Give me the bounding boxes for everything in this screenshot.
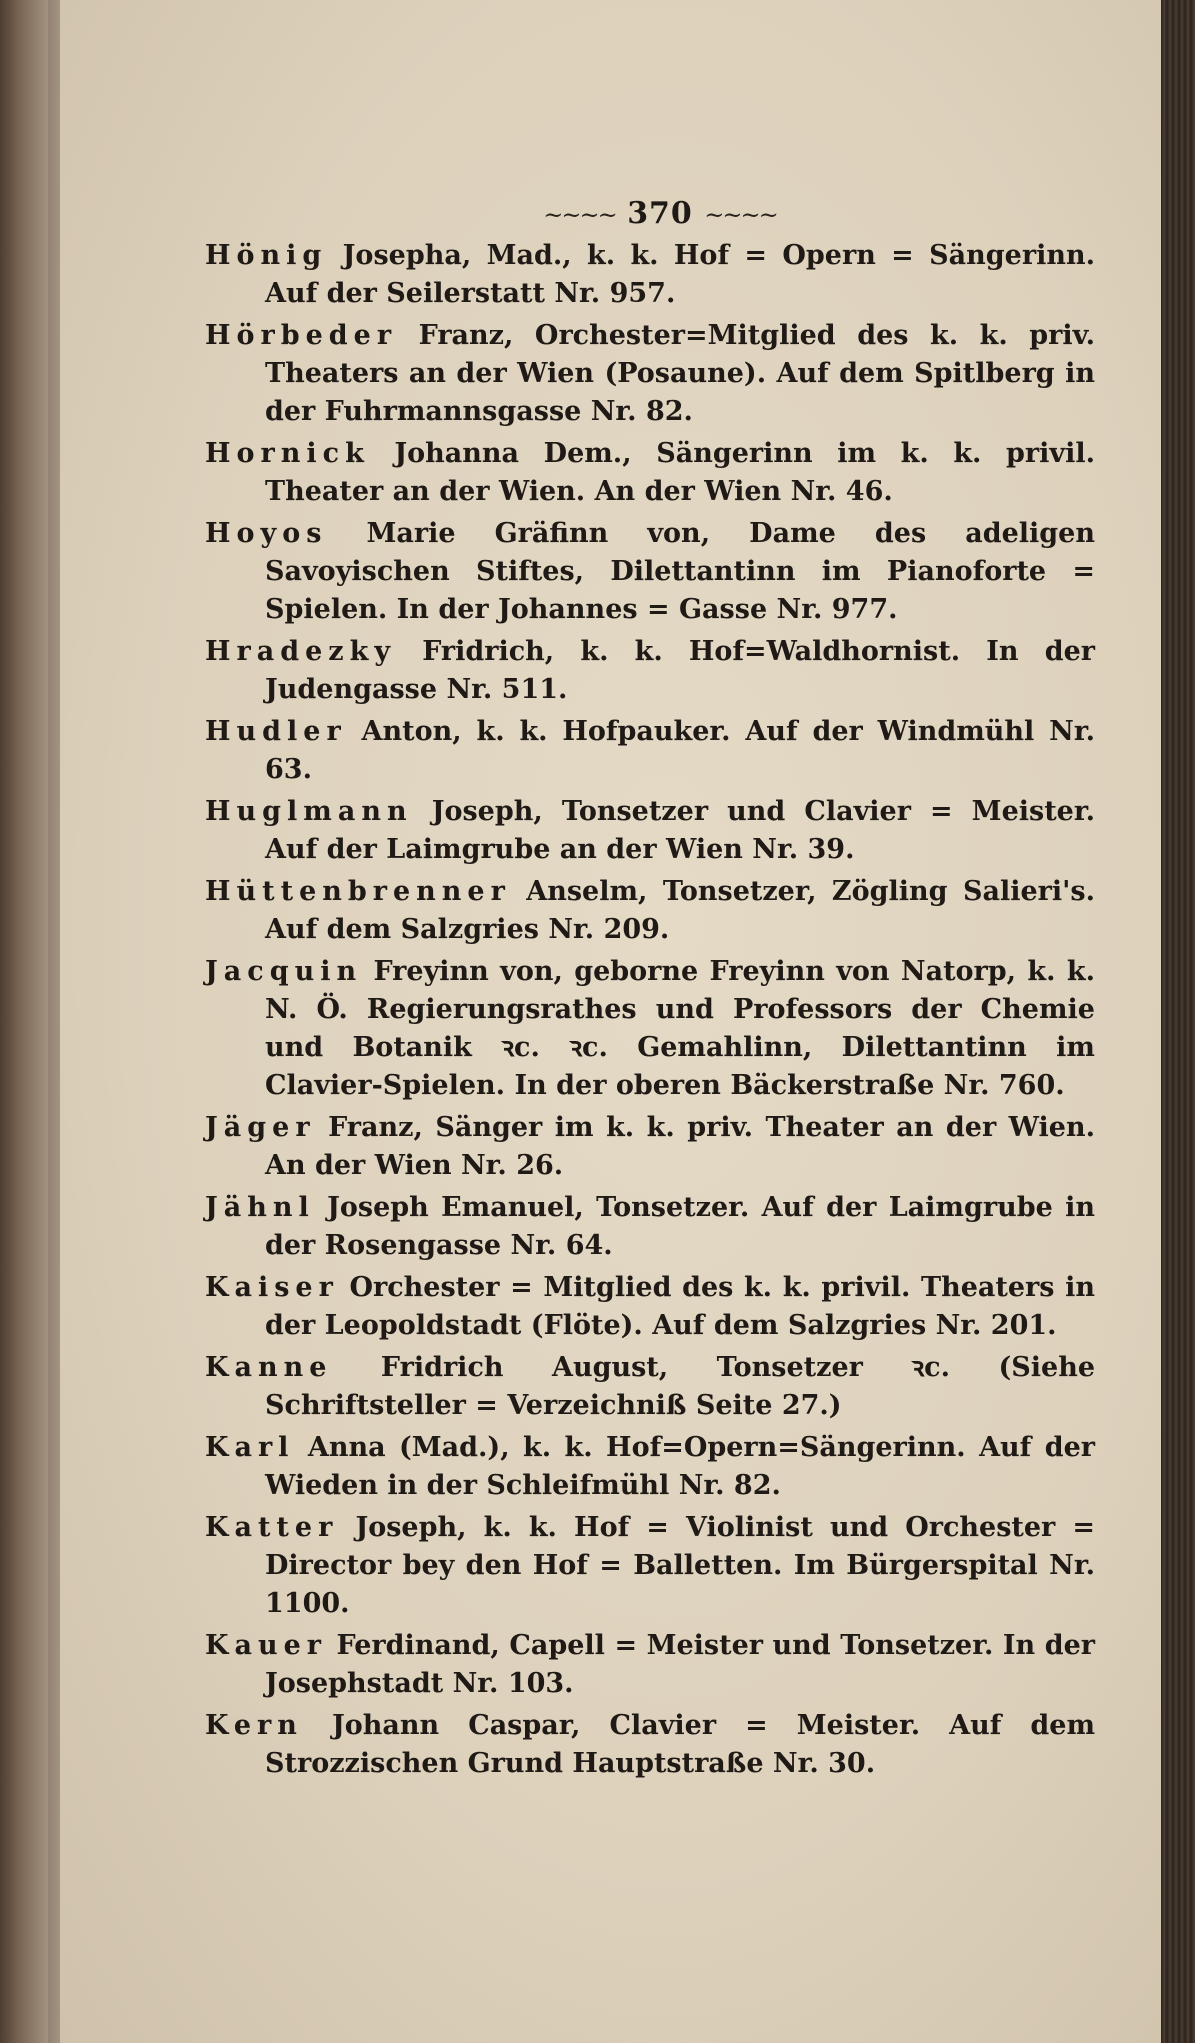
entry-text: Johann Caspar, Clavier = Meister. Auf dem Strozzischen Grund Hauptstraße Nr. 30.: [265, 1710, 1096, 1779]
entry-name: Katter: [205, 1512, 339, 1543]
header-ornament-left: ~~~~: [543, 201, 616, 229]
entry-text: Joseph, Tonsetzer und Clavier = Meister. Auf der Laimgrube an der Wien Nr. 39.: [265, 796, 1095, 865]
entry: [205, 633, 1095, 709]
entry-text: Anna (Mad.), k. k. Hof=Opern=Sängerinn. Auf der Wieden in der Schleifmühl Nr. 82.: [265, 1432, 1095, 1501]
page-number: 370: [627, 196, 693, 231]
entry: [205, 237, 1095, 313]
entry: [205, 1429, 1095, 1505]
entry: [205, 515, 1095, 629]
entry-name: Hönig: [205, 240, 328, 271]
entry-text: Johanna Dem., Sängerinn im k. k. privil. Theater an der Wien. An der Wien Nr. 46.: [265, 438, 1096, 507]
entry-text: Anton, k. k. Hofpauker. Auf der Windmühl Nr. 63.: [265, 716, 1095, 785]
book-gutter: [0, 0, 48, 2043]
entry-text: Freyinn von, geborne Freyinn von Natorp, k. k. N. Ö. Regierungsrathes und Professors der Chemie und Botanik ꝛc. ꝛc. Gemahlinn, Dilettantinn im Clavier-Spielen. In der oberen Bäckerstraße Nr. 760.: [265, 956, 1095, 1101]
entry-text: Josepha, Mad., k. k. Hof = Opern = Sängerinn. Auf der Seilerstatt Nr. 957.: [265, 240, 1095, 309]
entry-text: Anselm, Tonsetzer, Zögling Salieri's. Auf dem Salzgries Nr. 209.: [265, 876, 1095, 945]
entry: [205, 435, 1095, 511]
entry-name: Kauer: [205, 1630, 327, 1661]
entry-name: Jähnl: [205, 1192, 315, 1223]
entry-name: Hornick: [205, 438, 370, 469]
entry-text: Joseph, k. k. Hof = Violinist und Orchester = Director bey den Hof = Balletten. Im Bürgerspital Nr. 1100.: [265, 1512, 1096, 1619]
entry: [205, 793, 1095, 869]
entry-name: Jäger: [205, 1112, 316, 1143]
entry-text: Orchester = Mitglied des k. k. privil. Theaters in der Leopoldstadt (Flöte). Auf dem Salzgries Nr. 201.: [265, 1272, 1095, 1341]
entry: [205, 317, 1095, 431]
entry-text: Fridrich August, Tonsetzer ꝛc. (Siehe Schriftsteller = Verzeichniß Seite 27.): [265, 1352, 1095, 1421]
entry-text: Ferdinand, Capell = Meister und Tonsetzer. In der Josephstadt Nr. 103.: [265, 1630, 1095, 1699]
entry-name: Hudler: [205, 716, 347, 747]
entry: [205, 873, 1095, 949]
entry-name: Kern: [205, 1710, 303, 1741]
entry-name: Hradezky: [205, 636, 397, 667]
header-ornament-right: ~~~~: [704, 201, 777, 229]
page-content: [205, 196, 1095, 1787]
entry-name: Hoyos: [205, 518, 328, 549]
entry-text: Franz, Sänger im k. k. priv. Theater an der Wien. An der Wien Nr. 26.: [265, 1112, 1095, 1181]
entry: [205, 1707, 1095, 1783]
entry-name: Kanne: [205, 1352, 333, 1383]
entry-name: Hüttenbrenner: [205, 876, 511, 907]
entry-name: Karl: [205, 1432, 295, 1463]
entry: [205, 1349, 1095, 1425]
entry: [205, 1509, 1095, 1623]
entry: [205, 1269, 1095, 1345]
entry-name: Kaiser: [205, 1272, 339, 1303]
entry-text: Fridrich, k. k. Hof=Waldhornist. In der Judengasse Nr. 511.: [265, 636, 1095, 705]
entry: [205, 1189, 1095, 1265]
entry-name: Huglmann: [205, 796, 413, 827]
entry-text: Marie Gräfinn von, Dame des adeligen Savoyischen Stiftes, Dilettantinn im Pianoforte = Spielen. In der Johannes = Gasse Nr. 977.: [265, 518, 1095, 625]
page-edges: [1161, 0, 1195, 2043]
entry: [205, 713, 1095, 789]
entry: [205, 1109, 1095, 1185]
entry-text: Franz, Orchester=Mitglied des k. k. priv. Theaters an der Wien (Posaune). Auf dem Spitlberg in der Fuhrmannsgasse Nr. 82.: [265, 320, 1095, 427]
entry: [205, 953, 1095, 1105]
entry-name: Hörbeder: [205, 320, 398, 351]
entry-name: Jacquin: [205, 956, 363, 987]
page-header: [205, 196, 1095, 231]
entry-text: Joseph Emanuel, Tonsetzer. Auf der Laimgrube in der Rosengasse Nr. 64.: [265, 1192, 1095, 1261]
entry: [205, 1627, 1095, 1703]
